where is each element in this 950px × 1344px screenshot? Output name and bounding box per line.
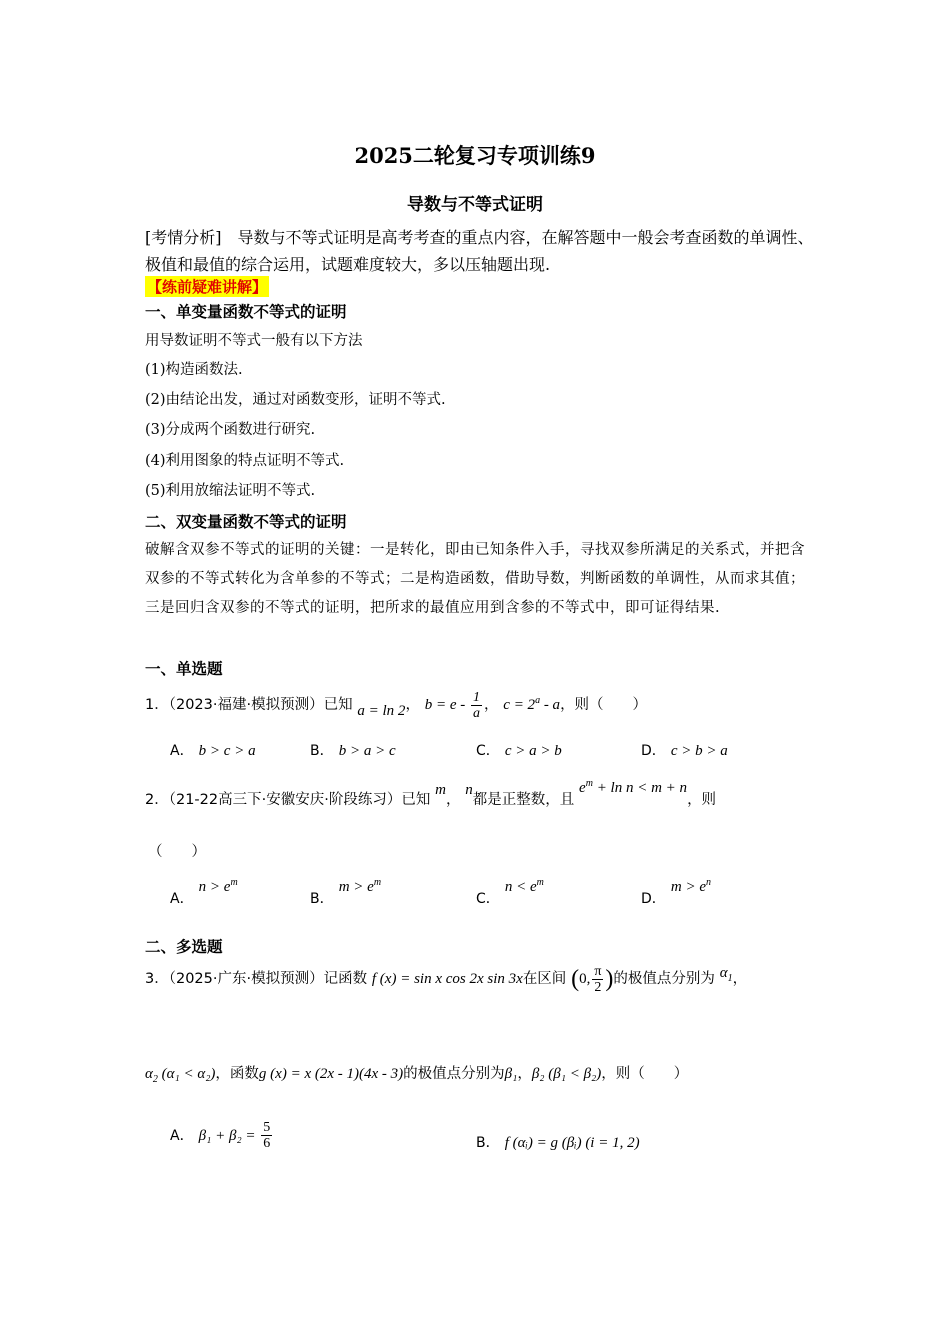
q1-number: 1． (145, 696, 169, 713)
q2-tail: ，则 (687, 792, 717, 808)
method-4: (4)利用图象的特点证明不等式. (145, 453, 345, 469)
q2-option-c[interactable]: C． $n < e^m$ (476, 877, 544, 907)
q1-option-c[interactable]: C． c > a > b (476, 743, 562, 759)
q2-var-m: m (435, 782, 446, 798)
section2-text: 破解含双参不等式的证明的关键：一是转化，即由已知条件入手，寻找双参所满足的关系式，并把含双参的不等式转化为含单参的不等式；二是构造函数，借助导数，判断函数的单调性，从而求其值；三是回归含双参的不等式的证明，把所求的最值应用到含参的不等式中，即可证得结果. (145, 542, 805, 616)
q2-option-b[interactable]: B． $m > e^m$ (310, 877, 382, 907)
q3-interval: (0, $\frac{\pi}{2}$ ) (571, 964, 614, 995)
analysis-paragraph: [考情分析] 导数与不等式证明是高考考查的重点内容，在解答题中一般会考查函数的单调性、极值和最值的综合运用，试题难度较大，多以压轴题出现. (145, 228, 814, 274)
q3-tail: ，则（ ） (601, 1066, 689, 1082)
q2-paren: （ ） (148, 844, 206, 860)
q3-number: 3． (145, 970, 169, 987)
q2-inequality: $e^m + \ln n < m + n$ (579, 778, 688, 796)
q2-number: 2． (145, 792, 169, 808)
question-3: 3．（2025·广东·模拟预测）记函数 f (x) = sin x cos 2x sin 3x在区间 (0, $\frac{\pi}{2}$ )的极值点分别为 $\alpha_1$， (145, 964, 748, 995)
method-2: (2)由结论出发，通过对函数变形，证明不等式. (145, 392, 446, 408)
q1-source: （2023·福建·模拟预测）已知 (168, 696, 353, 713)
q3-function-g: g (x) = x (2x - 1)(4x - 3) (258, 1066, 404, 1082)
single-choice-heading: 一、单选题 (145, 660, 223, 678)
q3-option-b[interactable]: B． f (αᵢ) = g (βᵢ) (i = 1, 2) (476, 1135, 640, 1151)
section1-intro: 用导数证明不等式一般有以下方法 (145, 333, 363, 349)
q1-option-b[interactable]: B． b > a > c (310, 743, 396, 759)
q3-option-a[interactable]: A． β₁ + β₂ = $\frac{5}{6}$ (170, 1120, 271, 1151)
page-title: 2025二轮复习专项训练9 (354, 143, 596, 168)
multi-choice-heading: 二、多选题 (145, 938, 223, 956)
q2-option-d[interactable]: D． $m > e^n$ (641, 877, 711, 907)
q2-var-n: n (465, 782, 473, 798)
page-subtitle: 导数与不等式证明 (407, 195, 543, 215)
q1-tail: ，则（ ） (560, 696, 648, 713)
q2-option-a[interactable]: A． $n > e^m$ (170, 877, 238, 907)
q1-cond-c: $c = 2^a - a$ (503, 694, 561, 713)
q1-option-d[interactable]: D． c > b > a (641, 743, 728, 759)
q3-source: （2025·广东·模拟预测）记函数 (168, 970, 368, 987)
question-2: 2．（21-22高三下·安徽安庆·阶段练习）已知 m， n都是正整数，且 $e^m + \ln n < m + n$，则 (145, 778, 717, 808)
method-1: (1)构造函数法. (145, 362, 243, 378)
q2-mid: 都是正整数，且 (472, 792, 575, 808)
q1-option-a[interactable]: A． b > c > a (170, 743, 256, 759)
q1-cond-a: a = ln 2 (357, 702, 406, 719)
q3-beta1: β₁ (504, 1066, 518, 1082)
method-5: (5)利用放缩法证明不等式. (145, 483, 316, 499)
q1-cond-b: b = e - $\frac{1}{a}$ (424, 690, 480, 721)
question-1: 1．（2023·福建·模拟预测）已知 a = ln 2， b = e - $\frac{1}{a}$ ， $c = 2^a - a$，则（ ） (145, 690, 648, 721)
question-3-line2: $\alpha_2$ (α₁ < α₂)，函数g (x) = x (2x - 1)(4x - 3)的极值点分别为β₁，β₂ (β₁ < β₂)，则（ ） (145, 1066, 689, 1085)
section1-heading: 一、单变量函数不等式的证明 (145, 303, 347, 321)
q3-extreme-text: 的极值点分别为 (613, 970, 715, 987)
method-3: (3)分成两个函数进行研究. (145, 422, 316, 438)
q3-beta2: β₂ (β₁ < β₂) (531, 1066, 602, 1082)
q3-alpha1: $\alpha_1$ (719, 964, 733, 984)
section2-heading: 二、双变量函数不等式的证明 (145, 513, 347, 531)
pre-practice-banner: 【练前疑难讲解】 (147, 278, 268, 296)
q2-source: （21-22高三下·安徽安庆·阶段练习）已知 (168, 792, 431, 808)
q3-interval-text: 在区间 (522, 970, 567, 987)
q3-function-f: f (x) = sin x cos 2x sin 3x (371, 970, 523, 987)
q3-alpha2: $\alpha_2$ (α₁ < α₂) (145, 1066, 216, 1085)
